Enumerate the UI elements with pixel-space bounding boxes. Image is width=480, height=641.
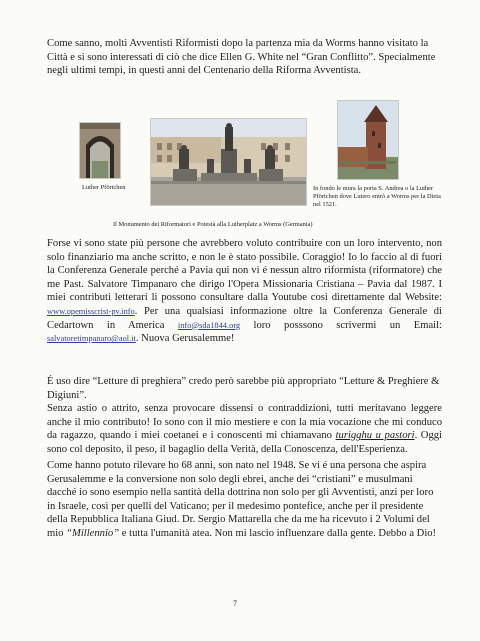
prayer-readings-paragraph: É uso dire “Letture di preghiera” credo però sarebbe più appropriato “Letture & Preghiere & Digiuni”. xyxy=(47,376,440,401)
left-photo-caption: Luther Pförtchen xyxy=(82,184,126,191)
conference-text: . Per una qualsiasi informazione oltre la Conferenza Generale di Cedartown in America xyxy=(47,305,442,331)
truth-text: . Oggi sono col deposito, il peso, il bagaglio della Verità, della Conoscenza, dell'Esperienza. xyxy=(47,430,442,455)
write-email-text: loro posssono scrivermi un Email: xyxy=(253,319,442,331)
personal-email-link[interactable]: salvatoretimpanaro@aol.it xyxy=(47,334,136,344)
contribution-text: Forse vi sono state più persone che avrebbero voluto contribuire con un loro intervento, non solo finanziario ma anche scritto, e non le è stato possibile. Coraggio! Io lo faccio al di fuori la Conferenza Generale perché a Pavia qui non vi é nessun altro riformista (riformatore) che me Past. Salvatore Timpanaro che dirigo l'Opera Missionaria Cristiana – Pavia dal 1987. I miei contributi letterari li possono consultare dalla Youtube così direttamente dal Website: xyxy=(47,238,442,304)
vocation-paragraph xyxy=(47,402,442,456)
millennio-title: “Millennio” xyxy=(66,527,120,539)
contribution-paragraph xyxy=(47,237,442,346)
reformation-monument-photo xyxy=(150,118,307,206)
conference-email-link[interactable]: info@sda1844.org xyxy=(177,320,241,330)
page-number: 7 xyxy=(233,599,237,608)
closing-text: e tutta l'umanità atea. Non mi lascio influenzare dalla gente. Debbo a Dio! xyxy=(121,527,437,539)
nickname-text: turigghu u pastori xyxy=(335,430,415,442)
website-link[interactable]: www.opemisscrist-pv.info xyxy=(47,306,135,316)
right-photo-caption: In fondo le mura la porta S. Andrea o la Luther Pförtchen dove Lutero entrò a Worms per la Dieta nel 1521. xyxy=(313,185,441,208)
s-andrea-tower-photo xyxy=(337,100,399,180)
new-jerusalem-text: . Nuova Gerusalemme! xyxy=(135,333,235,345)
jerusalem-paragraph xyxy=(47,459,442,541)
intro-paragraph: Come sanno, molti Avventisti Riformisti dopo la partenza mia da Worms hanno visitato la Città e si sono interessati di ciò che dice Ellen G. White nel “Gran Conflitto”. Specialmente negli ultimi tempi, in questi anni del Centenario della Riforma Avventista. xyxy=(47,38,436,77)
center-photo-caption: Il Monumento dei Riformatori e Potestà alla Lutherplatz a Worms (Germania) xyxy=(113,221,313,228)
jerusalem-text: Come hanno potuto rilevare ho 68 anni, son nato nel 1948. Se vi é una persona che aspira Gerusalemme e la conversione non solo degli ebrei, anche dei “cristiani” e musulmani dacché io sono esempio nella santità della dottrina non solo per gli Avventisti, anzi per loro in Israele, così per quelli del Vaticano; per il medesimo pontefice, anche per il presidente della Repubblica Italiana Giud. Dr. Sergio Mattarella che da me ha ricevuto i 2 Volumi del mio xyxy=(47,460,434,539)
luther-pfortchen-photo xyxy=(79,122,121,179)
vocation-text: Senza astio o attrito, senza provocare dissensi o contraddizioni, tutti meritavano leggere anche il mio contributo! Io sono con il mio mestiere e con la mia vocazione che mi conduco da ragazzo, quando i miei coetanei e i conoscenti mi chiamavano xyxy=(47,403,442,442)
